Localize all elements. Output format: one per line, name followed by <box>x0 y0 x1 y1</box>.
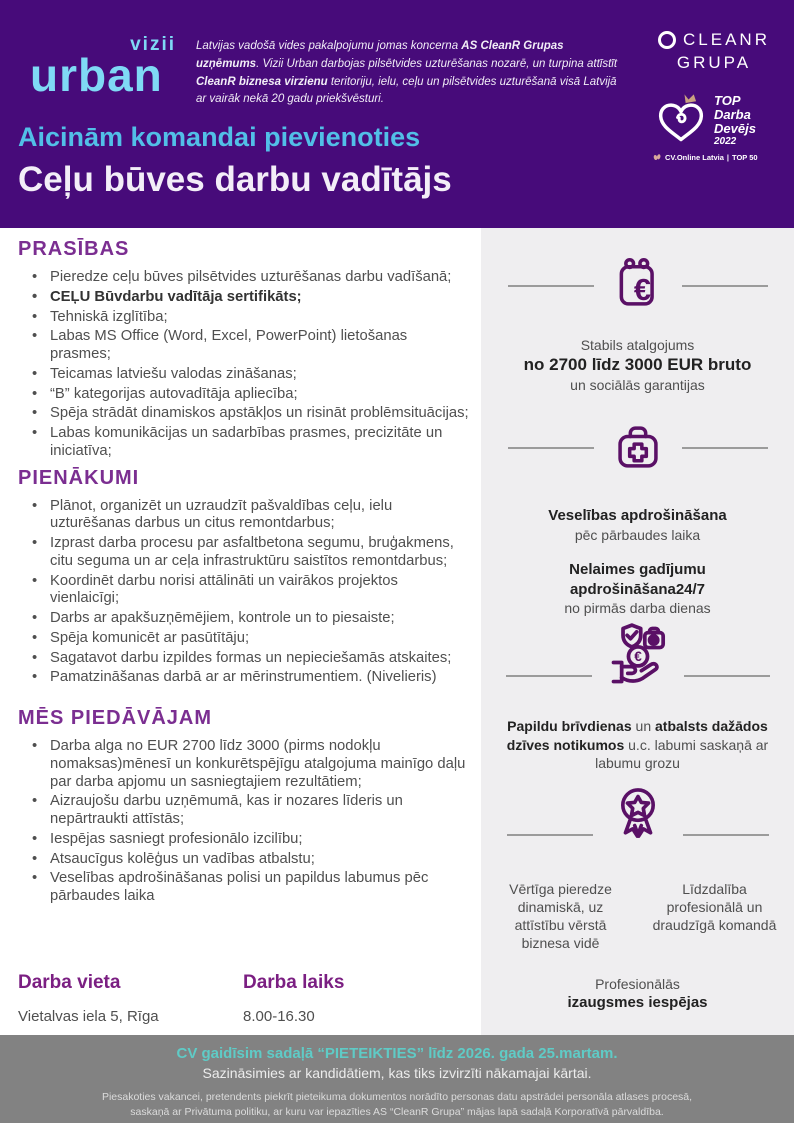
work-location-block <box>18 972 243 1025</box>
section-heading-prasibas: PRASĪBAS <box>18 238 130 260</box>
duty-item: • Spēja komunicēt ar pasūtītāju; <box>32 630 470 648</box>
benefit-days-off <box>481 717 794 772</box>
divider-line <box>682 285 768 287</box>
requirement-item: • Pieredze ceļu būves pilsētvides uzturēšanas darbu vadīšanā; <box>32 269 470 287</box>
logo-urban-text: urban <box>30 49 163 101</box>
requirement-item: • Labas MS Office (Word, Excel, PowerPoint) lietošanas prasmes; <box>32 328 470 364</box>
health-icon-row <box>481 416 794 480</box>
offer-item: • Atsaucīgus kolēģus un vadības atbalstu; <box>32 851 470 869</box>
cv-online-row <box>652 152 782 162</box>
health-normal: pēc pārbaudes laika <box>574 526 701 543</box>
section-heading-piedavajam: MĒS PIEDĀVĀJAM <box>18 707 213 729</box>
work-hours-block <box>243 972 468 1025</box>
requirement-item: • CEĻU Būvdarbu vadītāja sertifikāts; <box>32 289 470 307</box>
team-normal: Līdzdalība profesionālā un <box>666 880 763 916</box>
feet-icon <box>652 152 662 162</box>
duty-item: • Sagatavot darbu izpildes formas un nepieciešamās atskaites; <box>32 650 470 668</box>
badge-darba: Darba <box>714 106 751 122</box>
invite-line: Aicinām komandai pievienoties <box>18 122 421 152</box>
divider-line <box>508 447 594 449</box>
divider-line <box>508 285 594 287</box>
cleanr-name: CLEANR <box>683 30 770 49</box>
cleanr-grupa-text: GRUPA <box>676 53 752 72</box>
team-bold: draudzīgā komandā <box>652 917 777 934</box>
intro-bold2: CleanR biznesa virzienu <box>196 75 328 88</box>
health-bold: Veselības apdrošināšana <box>548 507 727 525</box>
salary-icon-row <box>481 254 794 318</box>
duty-item: • Plānot, organizēt un uzraudzīt pašvaldības ceļu, ielu uzturēšanas darbus un citus remontdarbus; <box>32 498 470 534</box>
requirement-item: • Spēja strādāt dinamiskos apstākļos un risināt problēmsituācijas; <box>32 405 470 423</box>
offer-item: • Aizraujošu darbu uzņēmumā, kas ir nozares līderis un nepārtraukti attīstās; <box>32 793 470 829</box>
section-heading-pienakumi: PIENĀKUMI <box>18 466 140 489</box>
hand-coin-insurance-icon <box>604 619 672 687</box>
accident-bold1: Nelaimes gadījumu <box>569 561 706 579</box>
logo-vizii-text: vizii <box>130 34 176 55</box>
work-hours-value: 8.00-16.30 <box>243 1008 315 1025</box>
salary-line2: no 2700 līdz 3000 EUR bruto <box>523 355 752 375</box>
divider-line <box>507 834 593 836</box>
footer-contact-note: Sazināsimies ar kandidātiem, kas tiks izvirzīti nākamajai kārtai. <box>202 1065 592 1081</box>
footer-legal-line1: Piesakoties vakancei, pretendents piekrīt pieteikuma dokumentos norādīto personas datu apstrādei personāla atlases procesā, <box>101 1091 693 1103</box>
job-title: Ceļu būves darbu vadītājs <box>18 160 452 199</box>
work-hours-label: Darba laiks <box>243 972 345 993</box>
offer-item: • Iespējas sasniegt profesionālo izcilību; <box>32 831 470 849</box>
experience-normal: dinamiskā, uz attīstību vērstā biznesa vidē <box>514 899 607 952</box>
badge-year: 2022 <box>714 136 737 148</box>
divider-line <box>506 675 592 677</box>
cv-online-text: CV.Online Latvia <box>665 152 724 162</box>
experience-bold: Vērtīga pieredze <box>509 880 612 897</box>
company-intro-text <box>196 38 624 109</box>
benefit-experience <box>497 880 625 953</box>
svg-text:€: € <box>633 649 642 665</box>
top50-text: TOP 50 <box>732 152 758 162</box>
growth-normal: Profesionālās <box>595 975 680 992</box>
intro-part2: . Vizii Urban darbojas pilsētvides uzturēšanas nozarē, un turpina attīstīt <box>256 57 618 70</box>
work-info-section <box>18 972 468 1025</box>
duty-item: • Pamatzināšanas darbā ar ar mērinstrumentiem. (Nivelieris) <box>32 669 470 687</box>
daysoff-mid: un <box>631 718 655 735</box>
requirement-item: • Tehniskā izglītība; <box>32 309 470 327</box>
award-icon-row <box>481 780 794 846</box>
insurance-icon-row <box>481 619 794 687</box>
badge-text <box>714 94 756 147</box>
offer-item: • Darba alga no EUR 2700 līdz 3000 (pirms nodokļu nomaksas)mēnesī un konkurētspējīgu atalgojuma mainīgo daļu par darba apjomu un sasniegtajiem rezultātiem; <box>32 738 470 791</box>
requirement-item: • “B” kategorijas autovadītāja apliecība; <box>32 386 470 404</box>
duty-item: • Izprast darba procesu par asfaltbetona segumu, bruģakmens, citu seguma un ar ceļa infrastruktūru saistītos remontdarbus; <box>32 535 470 571</box>
svg-text:€: € <box>633 272 651 308</box>
work-location-value: Vietalvas iela 5, Rīga <box>18 1008 159 1025</box>
badge-top: TOP <box>714 93 741 109</box>
top-darba-devejs-badge <box>652 92 782 162</box>
header-banner <box>0 0 794 228</box>
duty-item: • Darbs ar apakšuzņēmējiem, kontrole un to piesaiste; <box>32 610 470 628</box>
requirement-item: • Teicamas latviešu valodas zināšanas; <box>32 366 470 384</box>
crown-icon <box>684 94 696 103</box>
accident-normal: no pirmās darba dienas <box>564 600 711 617</box>
badge-devejs: Devējs <box>714 120 756 136</box>
benefit-columns <box>481 880 794 953</box>
intro-part1: Latvijas vadošā vides pakalpojumu jomas koncerna <box>196 40 462 52</box>
duty-item: • Koordinēt darbu norisi attālināti un vairākos projektos vienlaicīgi; <box>32 573 470 609</box>
benefit-growth <box>481 975 794 1013</box>
intro-bold1: AS CleanR Grupas uzņēmums <box>196 40 564 70</box>
work-location-label: Darba vieta <box>18 972 121 993</box>
divider-line <box>682 447 768 449</box>
salary-line1: Stabils atalgojums <box>580 337 695 353</box>
divider-line <box>683 834 769 836</box>
offer-list <box>18 738 470 906</box>
daysoff-tail: u.c. labumi saskaņā ar labumu grozu <box>595 736 769 771</box>
benefit-health <box>481 506 794 544</box>
daysoff-bold1: Papildu brīvdienas <box>507 718 632 735</box>
salary-line3: un sociālās garantijas <box>570 377 705 394</box>
duties-list <box>18 498 470 688</box>
heart-award-icon <box>652 92 710 150</box>
footer-banner <box>0 1035 794 1123</box>
benefit-team <box>651 880 779 953</box>
daysoff-bold2: atbalsts dažādos dzīves notikumos <box>506 718 768 753</box>
accident-bold2: apdrošināšana24/7 <box>569 580 706 598</box>
offer-item: • Veselības apdrošināšanas polisi un papildus labumus pēc pārbaudes laika <box>32 870 470 906</box>
benefits-panel <box>481 228 794 1035</box>
footer-legal-line2: saskaņā ar Privātuma politiku, ar kuru var iepazīties AS “CleanR Grupa” mājas lapā sadaļā Korporatīvā pārvaldība. <box>130 1106 664 1119</box>
benefit-accident <box>481 560 794 617</box>
cleanr-ring-icon <box>658 31 676 49</box>
cleanr-grupa-logo <box>648 30 780 73</box>
badge-divider: | <box>726 152 730 162</box>
footer-cv-deadline: CV gaidīsim sadaļā “PIETEIKTIES” līdz 2026. gada 25.martam. <box>176 1045 618 1062</box>
requirements-list <box>18 269 470 461</box>
intro-part3: teritoriju, ielu, ceļu un pilsētvides uzturēšanā visā Latvijā ar vairāk nekā 20 gadu priekšvēsturi. <box>196 75 617 106</box>
first-aid-kit-icon <box>606 416 670 480</box>
benefit-salary <box>481 336 794 394</box>
growth-bold: izaugsmes iespējas <box>567 993 708 1011</box>
divider-line <box>684 675 770 677</box>
vizii-urban-logo <box>30 34 180 101</box>
calendar-euro-icon <box>606 254 670 318</box>
footer-legal-text <box>0 1090 794 1120</box>
main-content-column <box>18 238 470 908</box>
award-rosette-icon <box>605 780 671 846</box>
requirement-item: • Labas komunikācijas un sadarbības prasmes, precizitāte un iniciatīva; <box>32 425 470 461</box>
